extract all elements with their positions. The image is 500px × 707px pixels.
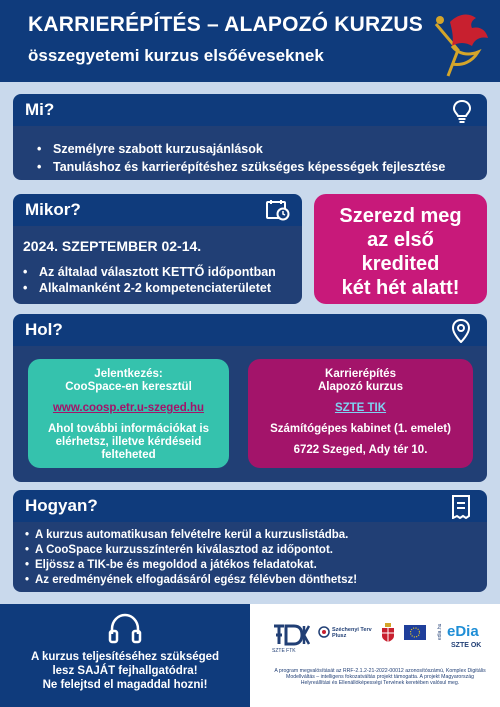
info-text: felteheted <box>101 449 156 461</box>
program-logo-icon <box>318 625 330 637</box>
hol-section-header <box>13 314 487 346</box>
headphone-line: lesz SAJÁT fejhallgatódra! <box>52 665 198 677</box>
registration-title: CooSpace-en keresztül <box>65 381 192 393</box>
coospace-link[interactable]: www.coosp.etr.u-szeged.hu <box>52 402 204 414</box>
headphone-text <box>0 650 250 692</box>
list-item: • Az eredményének elfogadásáról egész félévben dönthetsz! <box>25 573 487 588</box>
ftk-label: SZTE FTK <box>272 648 296 654</box>
list-item: • Tanuláshoz és karrierépítéshez szükséges képességek fejlesztése <box>37 158 487 176</box>
sponsor-area <box>250 604 500 707</box>
szte-tik-link[interactable]: SZTE TIK <box>334 402 387 414</box>
location-card <box>248 359 473 468</box>
hogyan-panel <box>13 522 487 592</box>
edia-sub: SZTE OK <box>451 642 482 649</box>
address-text: 6722 Szeged, Ady tér 10. <box>293 444 428 456</box>
list-item: • A CooSpace kurzusszínterén kiválasztod az időpontot. <box>25 543 487 558</box>
list-item: • Alkalmanként 2-2 kompetenciaterületet <box>23 280 302 296</box>
registration-card <box>28 359 229 468</box>
headphone-line: Ne felejtsd el magaddal hozni! <box>42 679 208 691</box>
location-title: Karrierépítés <box>325 368 396 380</box>
mikor-heading: Mikor? <box>25 200 81 219</box>
hol-heading: Hol? <box>25 320 63 339</box>
info-text: elérhetsz, illetve kérdéseid <box>55 436 202 448</box>
promo-line: Szerezd meg <box>339 205 462 227</box>
promo-line: két hét alatt! <box>341 277 460 299</box>
mi-heading: Mi? <box>25 100 55 119</box>
list-item: • A kurzus automatikusan felvételre kerül a kurzuslistádba. <box>25 528 487 543</box>
edia-logo: eDia <box>447 623 479 640</box>
calendar-clock-icon <box>266 199 288 221</box>
headphone-line: A kurzus teljesítéséhez szükséged <box>30 651 220 663</box>
page-title: KARRIERÉPÍTÉS – ALAPOZÓ KURZUS <box>28 13 423 36</box>
hogyan-section-header <box>13 490 487 522</box>
map-pin-icon <box>451 319 473 341</box>
hogyan-heading: Hogyan? <box>25 496 98 515</box>
course-dates: 2024. SZEPTEMBER 02-14. <box>23 238 202 254</box>
list-item: • Eljössz a TIK-be és megoldod a játékos feladatokat. <box>25 558 487 573</box>
eu-flag-icon <box>404 625 426 640</box>
edia-domain: edia.hu <box>437 623 443 640</box>
document-icon <box>451 495 473 517</box>
university-logo-icon <box>428 6 492 78</box>
credit-promo-box <box>314 194 487 304</box>
list-item: • Személyre szabott kurzusajánlások <box>37 140 487 158</box>
room-text: Számítógépes kabinet (1. emelet) <box>270 423 451 435</box>
registration-title: Jelentkezés: <box>94 368 163 380</box>
mi-section-header <box>13 94 487 126</box>
funding-disclaimer: A program megvalósítását az RRF-2.1.2-21-2022-00012 azonosítószámú, Komplex Digitális Modellváltás – intelligens fokozatváltás projekt támogatta. A projekt Magyarország Helyreállítási és Ellenállóképességi Tervének keretében valósul meg. <box>274 668 486 687</box>
promo-line: az első <box>367 229 434 251</box>
info-text: Ahol további információkat is <box>47 423 210 435</box>
promo-line: kredited <box>361 253 440 275</box>
page-subtitle: összegyetemi kurzus elsőéveseknek <box>28 46 324 65</box>
program-logo-text: Széchenyi Terv Plusz <box>332 627 372 639</box>
headphones-icon <box>108 612 142 644</box>
coat-of-arms-icon <box>381 623 395 643</box>
mi-panel <box>13 126 487 180</box>
lightbulb-icon <box>451 99 473 121</box>
list-item: • Az általad választott KETTŐ időpontban <box>23 264 302 280</box>
location-title: Alapozó kurzus <box>318 381 403 393</box>
mikor-panel <box>13 226 302 304</box>
mikor-section-header <box>13 194 302 226</box>
